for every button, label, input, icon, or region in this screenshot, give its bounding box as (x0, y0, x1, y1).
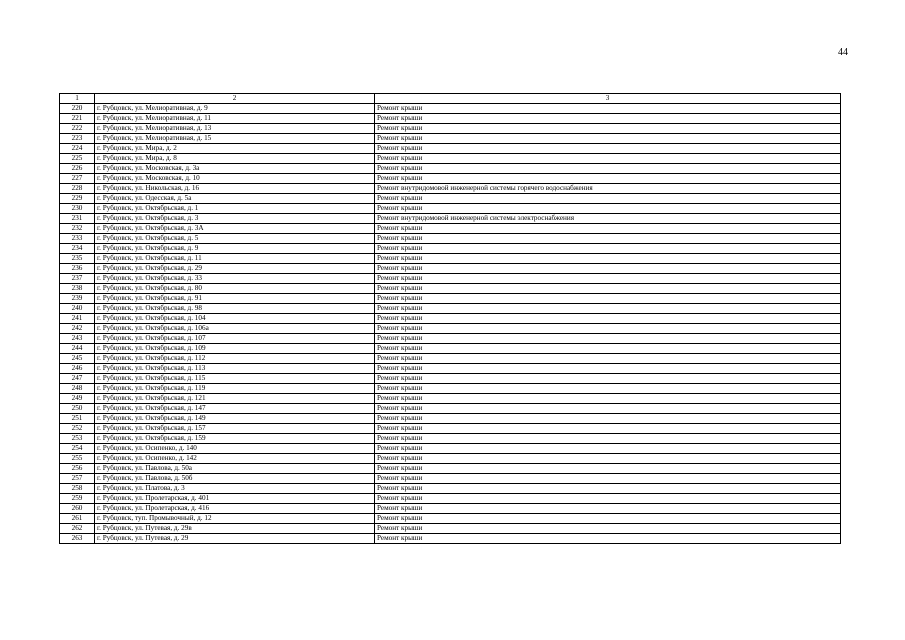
work-type-cell: Ремонт крыши (375, 374, 841, 384)
table-row (60, 304, 841, 314)
address-cell: г. Рубцовск, ул. Платова, д. 3 (95, 484, 375, 494)
table-row (60, 344, 841, 354)
address-cell: г. Рубцовск, ул. Октябрьская, д. 9 (95, 244, 375, 254)
address-cell: г. Рубцовск, ул. Октябрьская, д. 113 (95, 364, 375, 374)
work-type-cell: Ремонт крыши (375, 454, 841, 464)
row-number-cell: 239 (60, 294, 95, 304)
address-cell: г. Рубцовск, ул. Октябрьская, д. 159 (95, 434, 375, 444)
address-cell: г. Рубцовск, ул. Павлова, д. 50а (95, 464, 375, 474)
row-number-cell: 231 (60, 214, 95, 224)
table-row (60, 484, 841, 494)
row-number-cell: 236 (60, 264, 95, 274)
work-type-cell: Ремонт внутридомовой инженерной системы горячего водоснабжения (375, 184, 841, 194)
table-row (60, 504, 841, 514)
address-cell: г. Рубцовск, ул. Октябрьская, д. 112 (95, 354, 375, 364)
address-cell: г. Рубцовск, ул. Путевая, д. 29 (95, 534, 375, 544)
work-type-cell: Ремонт крыши (375, 164, 841, 174)
address-cell: г. Рубцовск, ул. Мелиоративная, д. 11 (95, 114, 375, 124)
address-cell: г. Рубцовск, ул. Осипенко, д. 142 (95, 454, 375, 464)
row-number-cell: 244 (60, 344, 95, 354)
work-type-cell: Ремонт крыши (375, 354, 841, 364)
address-cell: г. Рубцовск, ул. Московская, д. 10 (95, 174, 375, 184)
row-number-cell: 220 (60, 104, 95, 114)
table-header-row (60, 94, 841, 104)
table-row (60, 254, 841, 264)
table-row (60, 234, 841, 244)
table-row (60, 384, 841, 394)
table-row (60, 164, 841, 174)
row-number-cell: 228 (60, 184, 95, 194)
row-number-cell: 259 (60, 494, 95, 504)
row-number-cell: 242 (60, 324, 95, 334)
address-cell: г. Рубцовск, ул. Московская, д. 3а (95, 164, 375, 174)
address-cell: г. Рубцовск, ул. Путевая, д. 29в (95, 524, 375, 534)
address-cell: г. Рубцовск, ул. Октябрьская, д. 98 (95, 304, 375, 314)
row-number-cell: 235 (60, 254, 95, 264)
table-row (60, 374, 841, 384)
table-row (60, 144, 841, 154)
table-row (60, 524, 841, 534)
address-cell: г. Рубцовск, ул. Октябрьская, д. 147 (95, 404, 375, 414)
row-number-cell: 221 (60, 114, 95, 124)
row-number-cell: 222 (60, 124, 95, 134)
table-row (60, 444, 841, 454)
table-row (60, 364, 841, 374)
table-row (60, 244, 841, 254)
row-number-cell: 247 (60, 374, 95, 384)
work-type-cell: Ремонт крыши (375, 394, 841, 404)
work-type-cell: Ремонт крыши (375, 294, 841, 304)
address-cell: г. Рубцовск, ул. Мелиоративная, д. 15 (95, 134, 375, 144)
row-number-cell: 253 (60, 434, 95, 444)
work-type-cell: Ремонт крыши (375, 174, 841, 184)
row-number-cell: 258 (60, 484, 95, 494)
address-cell: г. Рубцовск, ул. Октябрьская, д. 1 (95, 204, 375, 214)
work-type-cell: Ремонт крыши (375, 104, 841, 114)
address-cell: г. Рубцовск, ул. Павлова, д. 50б (95, 474, 375, 484)
address-cell: г. Рубцовск, ул. Октябрьская, д. 109 (95, 344, 375, 354)
row-number-cell: 237 (60, 274, 95, 284)
work-type-cell: Ремонт крыши (375, 334, 841, 344)
row-number-cell: 243 (60, 334, 95, 344)
work-type-cell: Ремонт крыши (375, 194, 841, 204)
address-cell: г. Рубцовск, ул. Октябрьская, д. 29 (95, 264, 375, 274)
row-number-cell: 240 (60, 304, 95, 314)
column-header-3: 3 (375, 94, 841, 104)
address-cell: г. Рубцовск, ул. Октябрьская, д. 80 (95, 284, 375, 294)
work-type-cell: Ремонт крыши (375, 434, 841, 444)
row-number-cell: 257 (60, 474, 95, 484)
table-row (60, 264, 841, 274)
work-type-cell: Ремонт крыши (375, 274, 841, 284)
address-cell: г. Рубцовск, ул. Октябрьская, д. 106а (95, 324, 375, 334)
work-type-cell: Ремонт крыши (375, 384, 841, 394)
row-number-cell: 238 (60, 284, 95, 294)
table-row (60, 534, 841, 544)
row-number-cell: 227 (60, 174, 95, 184)
work-type-cell: Ремонт крыши (375, 204, 841, 214)
work-type-cell: Ремонт крыши (375, 134, 841, 144)
table-row (60, 184, 841, 194)
work-type-cell: Ремонт крыши (375, 314, 841, 324)
work-type-cell: Ремонт крыши (375, 324, 841, 334)
row-number-cell: 241 (60, 314, 95, 324)
address-cell: г. Рубцовск, ул. Одесская, д. 5а (95, 194, 375, 204)
table-row (60, 214, 841, 224)
address-cell: г. Рубцовск, ул. Октябрьская, д. 3 (95, 214, 375, 224)
work-type-cell: Ремонт крыши (375, 224, 841, 234)
address-cell: г. Рубцовск, ул. Октябрьская, д. 11 (95, 254, 375, 264)
table-row (60, 474, 841, 484)
table-row (60, 284, 841, 294)
address-cell: г. Рубцовск, ул. Октябрьская, д. 107 (95, 334, 375, 344)
address-cell: г. Рубцовск, ул. Октябрьская, д. 119 (95, 384, 375, 394)
work-type-cell: Ремонт крыши (375, 304, 841, 314)
row-number-cell: 223 (60, 134, 95, 144)
work-type-cell: Ремонт крыши (375, 144, 841, 154)
work-type-cell: Ремонт внутридомовой инженерной системы электроснабжения (375, 214, 841, 224)
work-type-cell: Ремонт крыши (375, 534, 841, 544)
table-row (60, 414, 841, 424)
row-number-cell: 254 (60, 444, 95, 454)
work-type-cell: Ремонт крыши (375, 514, 841, 524)
table-row (60, 354, 841, 364)
table-row (60, 424, 841, 434)
row-number-cell: 255 (60, 454, 95, 464)
work-type-cell: Ремонт крыши (375, 364, 841, 374)
row-number-cell: 262 (60, 524, 95, 534)
row-number-cell: 252 (60, 424, 95, 434)
address-cell: г. Рубцовск, ул. Октябрьская, д. 5 (95, 234, 375, 244)
address-cell: г. Рубцовск, ул. Пролетарская, д. 416 (95, 504, 375, 514)
address-cell: г. Рубцовск, ул. Октябрьская, д. 121 (95, 394, 375, 404)
table-row (60, 194, 841, 204)
row-number-cell: 233 (60, 234, 95, 244)
table-row (60, 134, 841, 144)
work-type-cell: Ремонт крыши (375, 264, 841, 274)
row-number-cell: 261 (60, 514, 95, 524)
address-cell: г. Рубцовск, туп. Промывочный, д. 12 (95, 514, 375, 524)
table-row (60, 404, 841, 414)
address-cell: г. Рубцовск, ул. Октябрьская, д. 3А (95, 224, 375, 234)
table-row (60, 154, 841, 164)
work-type-cell: Ремонт крыши (375, 154, 841, 164)
row-number-cell: 245 (60, 354, 95, 364)
row-number-cell: 263 (60, 534, 95, 544)
row-number-cell: 249 (60, 394, 95, 404)
work-type-cell: Ремонт крыши (375, 504, 841, 514)
row-number-cell: 234 (60, 244, 95, 254)
address-cell: г. Рубцовск, ул. Мелиоративная, д. 9 (95, 104, 375, 114)
address-cell: г. Рубцовск, ул. Никольская, д. 16 (95, 184, 375, 194)
row-number-cell: 229 (60, 194, 95, 204)
table-row (60, 454, 841, 464)
row-number-cell: 230 (60, 204, 95, 214)
column-header-2: 2 (95, 94, 375, 104)
table-row (60, 274, 841, 284)
address-cell: г. Рубцовск, ул. Октябрьская, д. 33 (95, 274, 375, 284)
row-number-cell: 226 (60, 164, 95, 174)
table-body (60, 94, 841, 544)
work-type-cell: Ремонт крыши (375, 414, 841, 424)
table-row (60, 124, 841, 134)
row-number-cell: 251 (60, 414, 95, 424)
work-type-cell: Ремонт крыши (375, 444, 841, 454)
table-row (60, 204, 841, 214)
table-row (60, 314, 841, 324)
address-cell: г. Рубцовск, ул. Октябрьская, д. 149 (95, 414, 375, 424)
table-row (60, 464, 841, 474)
work-type-cell: Ремонт крыши (375, 524, 841, 534)
table-row (60, 334, 841, 344)
column-header-1: 1 (60, 94, 95, 104)
address-cell: г. Рубцовск, ул. Октябрьская, д. 115 (95, 374, 375, 384)
table-row (60, 434, 841, 444)
row-number-cell: 250 (60, 404, 95, 414)
address-cell: г. Рубцовск, ул. Мелиоративная, д. 13 (95, 124, 375, 134)
table-row (60, 174, 841, 184)
address-cell: г. Рубцовск, ул. Октябрьская, д. 157 (95, 424, 375, 434)
row-number-cell: 225 (60, 154, 95, 164)
address-cell: г. Рубцовск, ул. Мира, д. 2 (95, 144, 375, 154)
address-cell: г. Рубцовск, ул. Пролетарская, д. 401 (95, 494, 375, 504)
row-number-cell: 246 (60, 364, 95, 374)
work-type-cell: Ремонт крыши (375, 424, 841, 434)
address-cell: г. Рубцовск, ул. Осипенко, д. 140 (95, 444, 375, 454)
address-cell: г. Рубцовск, ул. Октябрьская, д. 104 (95, 314, 375, 324)
address-cell: г. Рубцовск, ул. Мира, д. 8 (95, 154, 375, 164)
work-type-cell: Ремонт крыши (375, 344, 841, 354)
row-number-cell: 248 (60, 384, 95, 394)
work-type-cell: Ремонт крыши (375, 254, 841, 264)
table-row (60, 324, 841, 334)
repair-registry-table (59, 93, 841, 544)
table-row (60, 394, 841, 404)
address-cell: г. Рубцовск, ул. Октябрьская, д. 91 (95, 294, 375, 304)
table-row (60, 494, 841, 504)
row-number-cell: 256 (60, 464, 95, 474)
work-type-cell: Ремонт крыши (375, 464, 841, 474)
table-row (60, 514, 841, 524)
work-type-cell: Ремонт крыши (375, 234, 841, 244)
work-type-cell: Ремонт крыши (375, 114, 841, 124)
work-type-cell: Ремонт крыши (375, 124, 841, 134)
work-type-cell: Ремонт крыши (375, 494, 841, 504)
work-type-cell: Ремонт крыши (375, 474, 841, 484)
work-type-cell: Ремонт крыши (375, 284, 841, 294)
row-number-cell: 260 (60, 504, 95, 514)
table-row (60, 224, 841, 234)
work-type-cell: Ремонт крыши (375, 244, 841, 254)
row-number-cell: 232 (60, 224, 95, 234)
work-type-cell: Ремонт крыши (375, 404, 841, 414)
row-number-cell: 224 (60, 144, 95, 154)
work-type-cell: Ремонт крыши (375, 484, 841, 494)
table-row (60, 114, 841, 124)
page-number: 44 (838, 47, 848, 58)
table-row (60, 294, 841, 304)
table-row (60, 104, 841, 114)
